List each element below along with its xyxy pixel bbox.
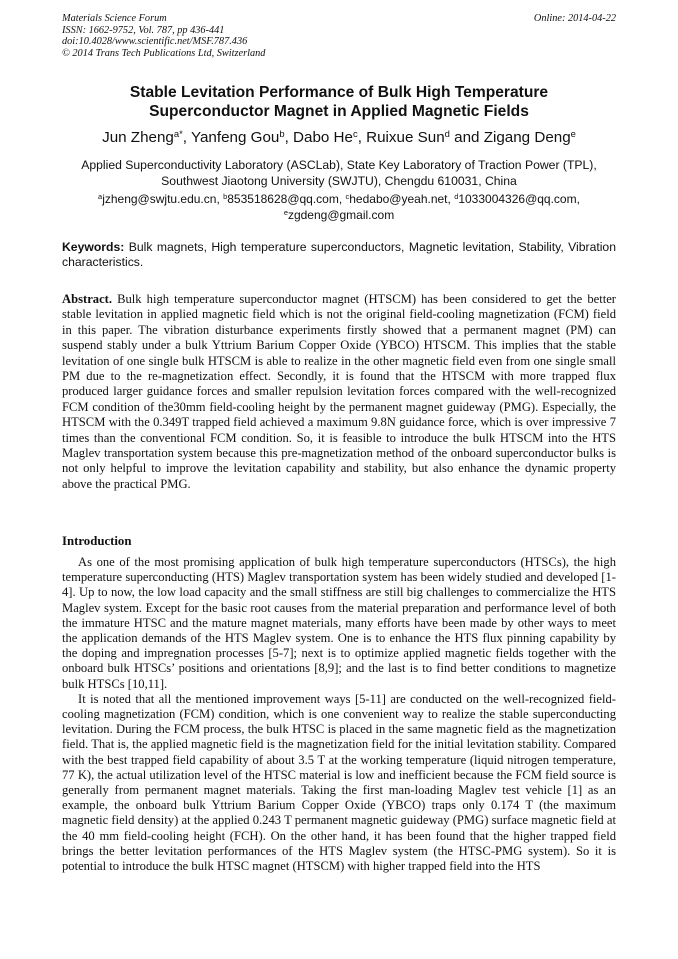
email-superscript: d xyxy=(454,191,459,201)
title-line-2: Superconductor Magnet in Applied Magnetic Fields xyxy=(149,103,529,120)
abstract-section xyxy=(62,292,616,492)
keywords-text: Bulk magnets, High temperature superconductors, Magnetic levitation, Stability, Vibration characteristics. xyxy=(62,240,616,270)
keywords-section xyxy=(62,240,616,270)
author-superscript: a* xyxy=(173,127,183,139)
email-superscript: c xyxy=(345,191,350,201)
author-name: Ruixue Sun xyxy=(366,129,445,146)
introduction-heading: Introduction xyxy=(62,534,132,548)
author-name: Yanfeng Gou xyxy=(190,129,280,146)
author-separator: and xyxy=(449,129,484,146)
introduction-paragraph-1: As one of the most promising application of bulk high temperature superconductors (HTSCs), the high temperature superconducting (HTS) Maglev transportation system has been widely studied and developed [1-4]. Up to now, the low load capacity and the small stiffness are still big challenges to commercialize the HTS Maglev system. Except for the basic root causes from the material preparation and performance level of both the immature HTSC and the mature magnet materials, many efforts have been made by other ways to meet the application demands of the HTS Maglev system. One is to enhance the HTS flux pinning capability by the doping and impregnation processes [5-7]; next is to optimize applied magnetic fields together with the onboard bulk HTSCs’ positions and orientations [8,9]; and the last is to find better conditions to magnetize bulk HTSCs [10,11]. xyxy=(62,555,616,691)
email-superscript: a xyxy=(98,191,103,201)
author-superscript: d xyxy=(444,127,450,139)
author-name: Jun Zheng xyxy=(102,129,174,146)
author-separator: , xyxy=(182,129,191,146)
journal-doi: doi:10.4028/www.scientific.net/MSF.787.436 xyxy=(62,36,248,48)
introduction-body xyxy=(62,555,616,874)
author-separator: , xyxy=(357,129,367,146)
email-address[interactable]: zgdeng@gmail.com xyxy=(287,207,395,222)
introduction-paragraph-2: It is noted that all the mentioned improvement ways [5-11] are conducted on the well-recognized field-cooling magnetization (FCM) condition, which is one convenient way to realize the stable superconducting levitation. During the FCM process, the bulk HTSC is placed in the same magnetic field as the magnetization field. That is, the applied magnetic field is the magnetization field for the initial levitation stability. Compared with the best trapped field capability of about 3.5 T at the working temperature (liquid nitrogen temperature, 77 K), the actual utilization level of the HTSC material is low and inefficient because the FCM field source is generally from permanent magnet materials. Taking the first man-loading Maglev test vehicle [1] as an example, the onboard bulk Yttrium Barium Copper Oxide (YBCO) traps only 0.174 T (the maximum magnetic field density) at the applied 0.243 T permanent magnetic guideway (PMG) surface magnetic field at the 40 mm field-cooling height (FCH). On the other hand, it has been found that the higher trapped field brings the better levitation performances of the HTS Maglev system (the HTSC-PMG system). So it is potential to introduce the bulk HTSC magnet (HTSCM) with higher trapped field into the HTS xyxy=(62,691,616,874)
author-superscript: b xyxy=(279,127,285,139)
journal-info xyxy=(62,13,616,59)
author-name: Zigang Deng xyxy=(483,129,571,146)
email-address[interactable]: 1033004326@qq.com xyxy=(458,192,577,206)
email-superscript: e xyxy=(283,207,288,217)
keywords-label: Keywords: xyxy=(62,240,125,254)
email-line-2 xyxy=(62,208,616,224)
abstract-label: Abstract. xyxy=(62,292,113,306)
email-address[interactable]: 853518628@qq.com xyxy=(227,192,339,206)
journal-name: Materials Science Forum xyxy=(62,13,167,24)
abstract-text: Bulk high temperature superconductor magnet (HTSCM) has been considered to get the better stable levitation in applied magnetic field which is not the original field-cooling magnetization (FCM) field in this paper. The vibration disturbance experiments firstly showed that a permanent magnet (PM) can suspend stably under a bulk Yttrium Barium Copper Oxide (YBCO) HTSCM. This implies that the stable levitation of one single bulk HTSCM is able to realize in the other magnetic field even from one single small PM due to the re-magnetization effect. Secondly, it is found that the HTSCM with more trapped flux produced larger guidance forces and smaller repulsion levitation forces compared with the well-recognized FCM condition of the30mm field-cooling height by the permanent magnet guideway (PMG). Especially, the HTSCM with the 0.349T trapped field achieved a maximum 9.8N guidance force, which is over impressive 7 times than the conventional FCM condition. So, it is feasible to introduce the bulk HTSCM into the HTS Maglev transportation system because this pre-magnetization method of the onboard superconductor bulks is not only helpful to improve the levitation capability and stability, but also enhance the dynamic property above the practical PMG. xyxy=(62,292,616,491)
email-line-1: $^a$jzheng@swjtu.edu.cn, $^b$853518628@qq.com, $^c$hedabo@yeah.net, $^d$1033004326@qq.com, xyxy=(98,191,580,206)
email-superscript: b xyxy=(223,191,228,201)
author-superscript: e xyxy=(570,127,576,139)
author-separator: , xyxy=(284,129,294,146)
paper-title xyxy=(62,83,616,121)
online-date: Online: 2014-04-22 xyxy=(533,13,616,24)
title-line-1: Stable Levitation Performance of Bulk High Temperature xyxy=(129,84,549,101)
email-address[interactable]: jzheng@swjtu.edu.cn xyxy=(102,192,217,206)
author-list xyxy=(62,129,616,147)
email-list xyxy=(62,192,616,223)
author-name: Dabo He xyxy=(293,129,353,146)
author-superscript: c xyxy=(352,127,358,139)
journal-copyright: © 2014 Trans Tech Publications Ltd, Switzerland xyxy=(62,47,266,59)
email-address[interactable]: hedabo@yeah.net xyxy=(349,192,448,206)
journal-header xyxy=(62,13,616,59)
journal-issn: ISSN: 1662-9752, Vol. 787, pp 436-441 xyxy=(62,24,225,36)
affiliation-line-2: Southwest Jiaotong University (SWJTU), Chengdu 610031, China xyxy=(161,173,517,188)
affiliation xyxy=(62,158,616,189)
affiliation-line-1: Applied Superconductivity Laboratory (ASCLab), State Key Laboratory of Traction Power (TPL), xyxy=(81,158,597,172)
